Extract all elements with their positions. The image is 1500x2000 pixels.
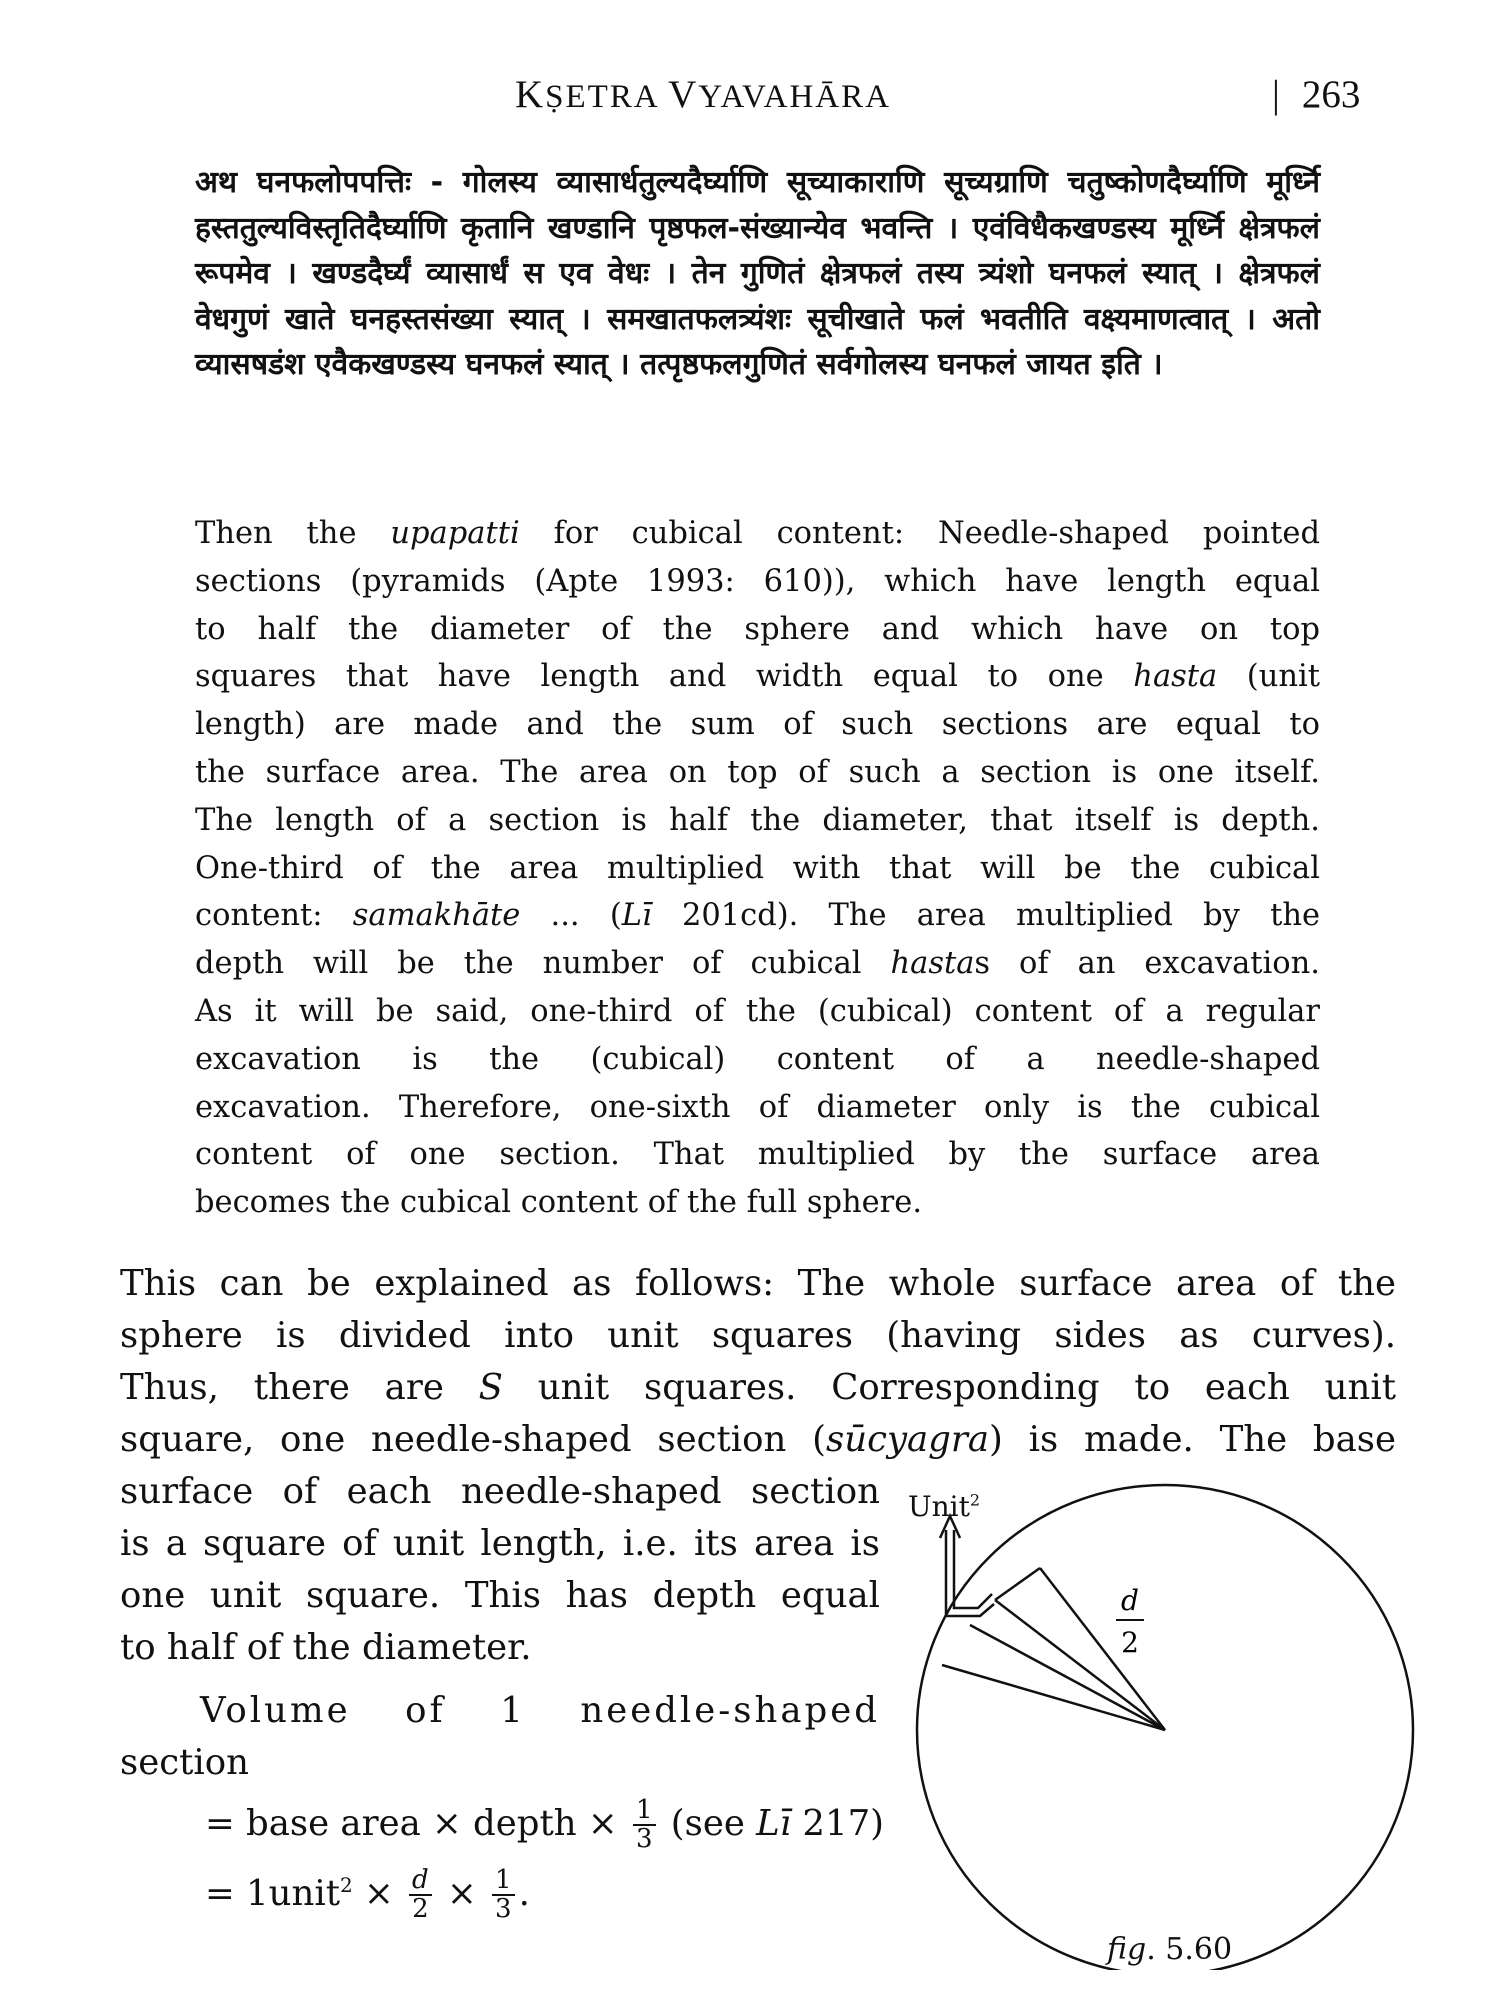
page-header [0, 72, 1500, 122]
sphere-diagram [880, 1480, 1420, 1970]
translation-line: One-third of the area multiplied with that will be the cubical [195, 850, 1320, 886]
section-top-line [995, 1568, 1040, 1600]
running-head-part1: ṢETRA [545, 79, 669, 115]
translation-passage [195, 510, 1320, 1227]
unit-squared-label: Unit$^2$ [908, 1490, 981, 1523]
page-number [1272, 72, 1360, 117]
translation-line: the surface area. The area on top of such a section is one itself. [195, 754, 1320, 790]
equation-2: = 1unit$^2$ × $\frac{d}{2}$ × $\frac{1}{3}$ . [205, 1865, 530, 1925]
page-number-bar: | [1272, 73, 1280, 116]
page-number-value: 263 [1301, 73, 1361, 116]
radius-fraction-numerator: d [1121, 1584, 1139, 1617]
translation-line: becomes the cubical content of the full sphere. [195, 1185, 923, 1221]
term-hasta-plural: hasta [890, 946, 975, 982]
section-line [942, 1665, 1165, 1730]
running-head [515, 72, 891, 117]
explanation-line: This can be explained as follows: The whole surface area of the [120, 1263, 1396, 1304]
radius-fraction-denominator: 2 [1121, 1626, 1139, 1659]
symbol-s: S [478, 1367, 503, 1408]
running-head-initial-k: K [515, 73, 546, 116]
citation-li: Lī [756, 1802, 792, 1844]
translation-line: length) are made and the sum of such sections are equal to [195, 707, 1320, 743]
explanation-paragraph [120, 1258, 1396, 1466]
explanation-line: sphere is divided into unit squares (having sides as curves). [120, 1315, 1396, 1356]
sphere-circle [917, 1485, 1413, 1970]
term-samakhate: samakhāte [352, 898, 521, 934]
translation-line: excavation. Therefore, one-sixth of diameter only is the cubical [195, 1089, 1320, 1125]
sanskrit-passage: अथ घनफलोपपत्तिः - गोलस्य व्यासार्धतुल्यदैर्घ्याणि सूच्याकाराणि सूच्यग्राणि चतुष्कोणदैर्घ्याणि मूर्ध्नि हस्ततुल्यविस्तृतिदैर्घ्याणि कृतानि खण्डानि पृष्ठफल-संख्यान्येव भवन्ति । एवंविधैकखण्डस्य मूर्ध्नि क्षेत्रफलं रूपमेव । खण्डदैर्घ्यं व्यासार्धं स एव वेधः । तेन गुणितं क्षेत्रफलं तस्य त्र्यंशो घनफलं स्यात् । क्षेत्रफलं वेधगुणं खाते घनहस्तसंख्या स्यात् । समखातफलत्र्यंशः सूचीखाते फलं भवतीति वक्ष्यमाणत्वात् । अतो व्यासषडंश एवैकखण्डस्य घनफलं स्यात् । तत्पृष्ठफलगुणितं सर्वगोलस्य घनफलं जायत इति । [195, 165, 1320, 382]
translation-line: Then the upapatti for cubical content: Needle-shaped pointed [195, 516, 1320, 551]
volume-line: section [120, 1742, 249, 1783]
fraction-d-over-2: $\frac{d}{2}$ [409, 1867, 432, 1924]
explanation-line: surface of each needle-shaped section [120, 1471, 880, 1512]
term-sucyagra: sūcyagra [825, 1419, 990, 1460]
explanation-line: is a square of unit length, i.e. its area is [120, 1523, 880, 1564]
explanation-line: square, one needle-shaped section (sūcyagra) is made. The base [120, 1419, 1396, 1460]
translation-line: depth will be the number of cubical hastas of an excavation. [195, 946, 1321, 982]
fraction-one-third: $\frac{1}{3}$ [633, 1797, 656, 1854]
figure-caption: fig. 5.60 [1107, 1932, 1233, 1967]
explanation-line: to half of the diameter. [120, 1627, 532, 1668]
running-head-initial-v: V [668, 73, 699, 116]
translation-line: As it will be said, one-third of the (cubical) content of a regular [195, 993, 1320, 1029]
explanation-line: one unit square. This has depth equal [120, 1575, 880, 1616]
translation-line: to half the diameter of the sphere and which have on top [195, 611, 1320, 647]
translation-line: content of one section. That multiplied by the surface area [195, 1137, 1320, 1173]
fraction-one-third: $\frac{1}{3}$ [492, 1867, 515, 1924]
translation-line: sections (pyramids (Apte 1993: 610)), which have length equal [195, 563, 1320, 599]
equation-1: = base area × depth × $\frac{1}{3}$ (see Lī 217) [205, 1795, 885, 1855]
explanation-line: Thus, there are S unit squares. Corresponding to each unit [120, 1367, 1396, 1408]
term-hasta: hasta [1133, 659, 1218, 695]
translation-line: excavation is the (cubical) content of a needle-shaped [195, 1041, 1320, 1077]
term-upapatti: upapatti [390, 516, 520, 551]
volume-line: Volume of 1 needle-shaped [200, 1690, 880, 1731]
arrow-head-icon [940, 1516, 960, 1538]
volume-heading [120, 1685, 880, 1789]
translation-line: squares that have length and width equal to one hasta (unit [195, 659, 1320, 695]
translation-line: content: samakhāte ... (Lī 201cd). The area multiplied by the [195, 898, 1321, 934]
citation-li: Lī [621, 898, 652, 934]
translation-line: The length of a section is half the diameter, that itself is depth. [195, 802, 1320, 838]
running-head-part2: YAVAHĀRA [698, 79, 891, 115]
unit-pointer-arrow [954, 1530, 992, 1608]
explanation-continued [120, 1466, 880, 1674]
